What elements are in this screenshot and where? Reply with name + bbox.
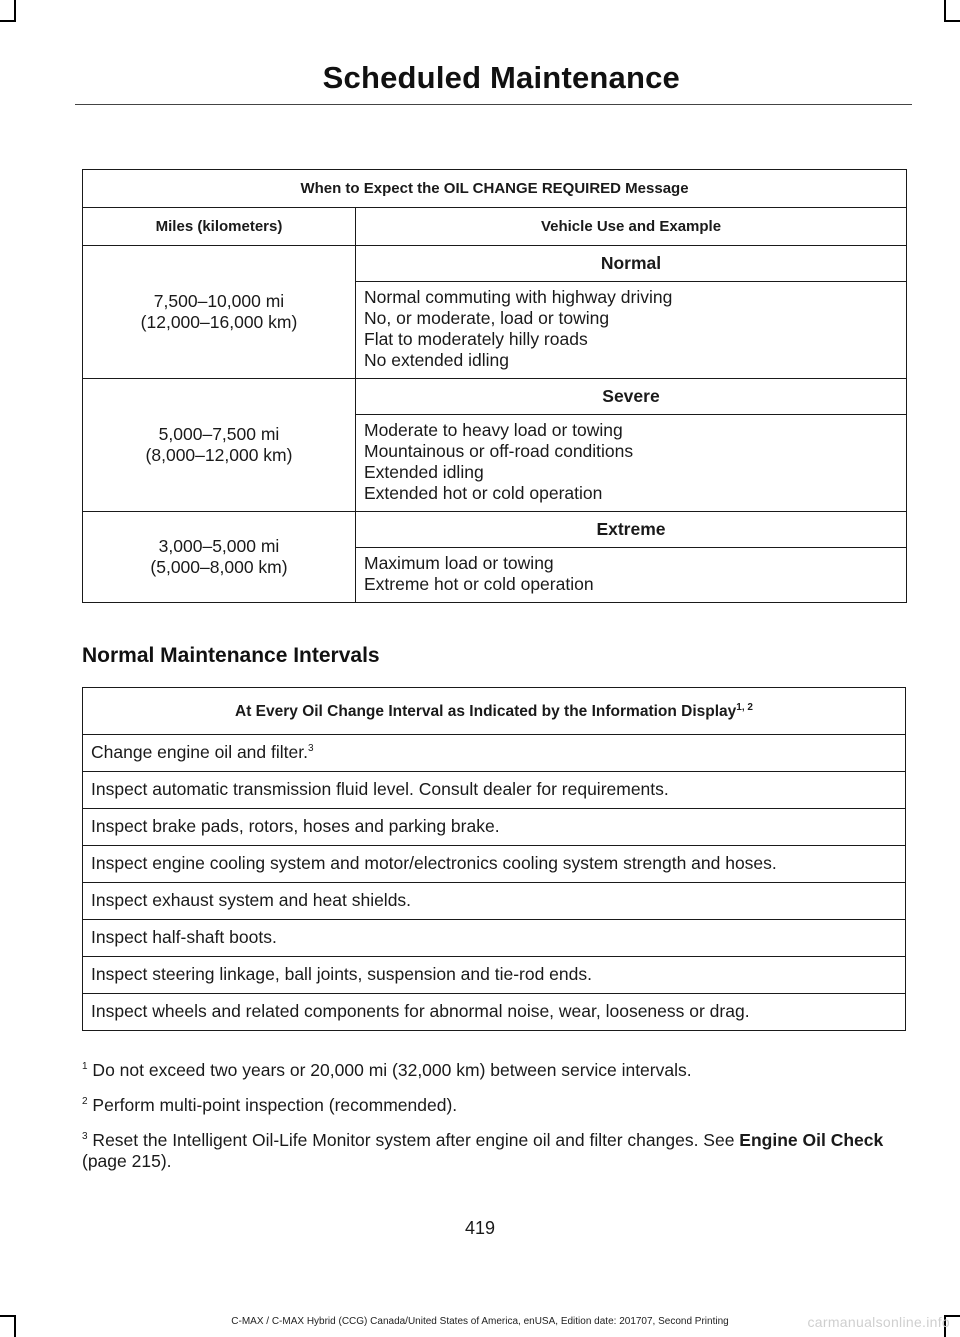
use-line: Flat to moderately hilly roads	[364, 329, 588, 349]
engine-oil-check-link[interactable]: Engine Oil Check	[739, 1130, 884, 1150]
miles-value: 7,500–10,000 mi	[153, 291, 285, 311]
category-extreme: Extreme	[356, 512, 907, 548]
use-description	[356, 415, 907, 512]
use-line: Extended hot or cold operation	[364, 483, 603, 503]
footnote-number: 3	[82, 1131, 88, 1143]
use-description	[356, 282, 907, 379]
miles-cell	[83, 379, 356, 512]
page-number: 419	[464, 1218, 496, 1238]
watermark: carmanualsonline.info	[807, 1314, 950, 1330]
use-line: Mountainous or off-road conditions	[364, 441, 634, 461]
table-row: Inspect brake pads, rotors, hoses and parking brake.	[83, 809, 906, 846]
footnote-number: 1	[82, 1061, 88, 1073]
maintenance-interval-table	[82, 687, 906, 1031]
miles-value: 5,000–7,500 mi	[158, 424, 280, 444]
table-row: Inspect half-shaft boots.	[83, 920, 906, 957]
crop-mark-top-right	[944, 0, 946, 22]
table-row: Inspect engine cooling system and motor/electronics cooling system strength and hoses.	[83, 846, 906, 883]
interval-table-caption	[83, 688, 906, 735]
table-row: Inspect steering linkage, ball joints, suspension and tie-rod ends.	[83, 957, 906, 994]
table-row: Inspect exhaust system and heat shields.	[83, 883, 906, 920]
page-title: Scheduled Maintenance	[322, 60, 680, 95]
category-normal: Normal	[356, 246, 907, 282]
edition-line: C-MAX / C-MAX Hybrid (CCG) Canada/United States of America, enUSA, Edition date: 201707, Second Printing	[231, 1316, 729, 1327]
header-divider	[75, 104, 912, 105]
use-line: No extended idling	[364, 350, 509, 370]
row-text: Change engine oil and filter.	[91, 742, 308, 762]
footnote	[82, 1060, 912, 1081]
crop-mark-top-left-h	[0, 20, 16, 22]
km-value: (12,000–16,000 km)	[140, 312, 298, 332]
col-header-miles: Miles (kilometers)	[83, 208, 356, 246]
miles-value: 3,000–5,000 mi	[158, 536, 280, 556]
use-line: Moderate to heavy load or towing	[364, 420, 623, 440]
section-heading: Normal Maintenance Intervals	[82, 644, 380, 667]
table-row	[83, 735, 906, 772]
use-line: Extended idling	[364, 462, 484, 482]
miles-cell	[83, 246, 356, 379]
oil-change-table	[82, 169, 907, 603]
use-line: Extreme hot or cold operation	[364, 574, 594, 594]
footnote-number: 2	[82, 1096, 88, 1108]
crop-mark-top-left	[14, 0, 16, 22]
footnote-text: Perform multi-point inspection (recommended).	[87, 1095, 458, 1115]
use-line: No, or moderate, load or towing	[364, 308, 610, 328]
footnote-ref: 3	[307, 743, 314, 755]
km-value: (8,000–12,000 km)	[145, 445, 293, 465]
use-line: Normal commuting with highway driving	[364, 287, 673, 307]
use-description	[356, 548, 907, 603]
category-severe: Severe	[356, 379, 907, 415]
footnote	[82, 1095, 912, 1116]
caption-text: At Every Oil Change Interval as Indicated by the Information Display	[235, 702, 737, 720]
table-row: Inspect wheels and related components for abnormal noise, wear, looseness or drag.	[83, 994, 906, 1031]
use-line: Maximum load or towing	[364, 553, 554, 573]
footnote-text: Do not exceed two years or 20,000 mi (32,000 km) between service intervals.	[87, 1060, 692, 1080]
miles-cell	[83, 512, 356, 603]
footnote-ref: 1, 2	[736, 701, 753, 713]
footnote	[82, 1130, 912, 1172]
footnotes	[82, 1060, 912, 1186]
col-header-use: Vehicle Use and Example	[356, 208, 907, 246]
footnote-text: (page 215).	[82, 1151, 172, 1171]
table-row: Inspect automatic transmission fluid level. Consult dealer for requirements.	[83, 772, 906, 809]
crop-mark-top-right-h	[944, 20, 960, 22]
footnote-text: Reset the Intelligent Oil-Life Monitor system after engine oil and filter changes. See	[87, 1130, 740, 1150]
oil-table-caption: When to Expect the OIL CHANGE REQUIRED Message	[83, 170, 907, 208]
km-value: (5,000–8,000 km)	[150, 557, 288, 577]
